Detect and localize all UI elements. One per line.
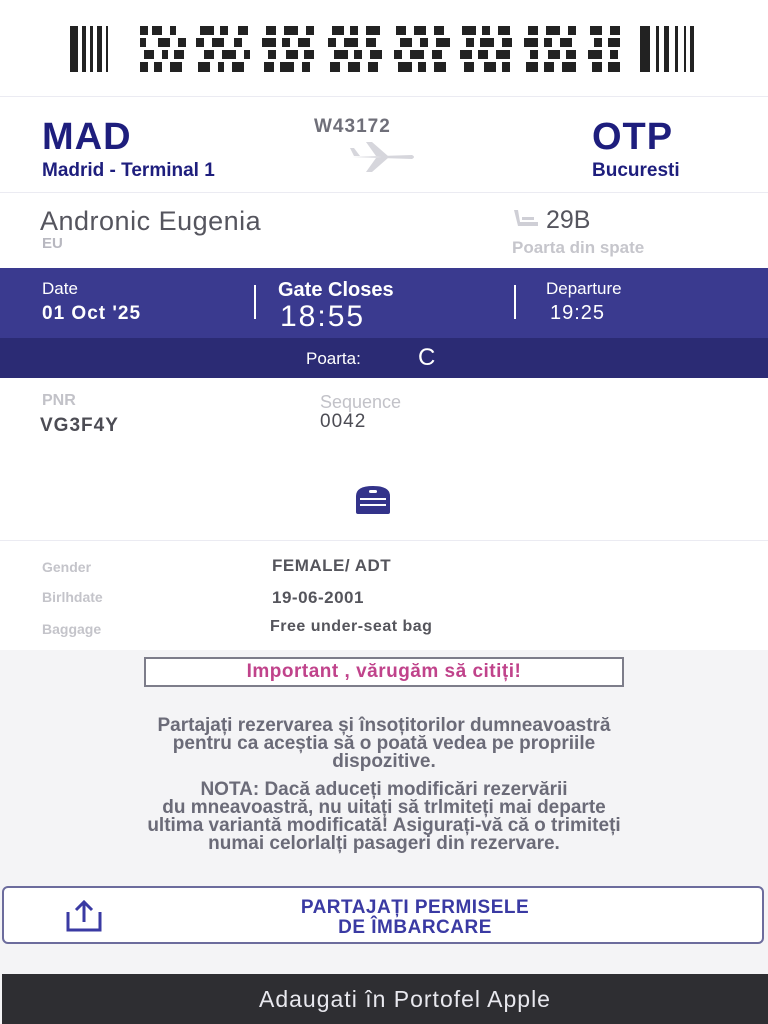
seat-icon <box>512 208 542 235</box>
sequence-value: 0042 <box>320 411 367 432</box>
sequence-label: Sequence <box>320 392 402 412</box>
divider <box>0 96 768 97</box>
paragraph-line: du mneavoastră, nu uitați să trlmiteți mai departe <box>162 797 606 818</box>
date-label: Date <box>42 279 78 298</box>
date-value: 01 Oct '25 <box>42 303 142 324</box>
passenger-name: Andronic Eugenia <box>40 206 262 236</box>
origin-city: Madrid - Terminal 1 <box>42 160 215 181</box>
share-button-label[interactable] <box>200 898 630 938</box>
pnr-label: PNR <box>42 392 76 409</box>
pnr-value: VG3F4Y <box>40 415 119 436</box>
share-label-line1[interactable]: PARTAJAȚI PERMISELE <box>300 897 530 918</box>
paragraph-line: pentru ca aceștia să o poată vedea pe propriile <box>172 733 596 754</box>
divider <box>0 540 768 541</box>
paragraph-line: ultima variantă modificată! Asigurați-vă că o trimiteți <box>147 815 621 836</box>
gender-label: Gender <box>42 559 92 575</box>
gate-band <box>0 338 768 378</box>
note-paragraph <box>14 781 754 853</box>
flight-number: W43172 <box>314 116 391 137</box>
birthdate-label: Birlhdate <box>42 589 103 605</box>
passenger-nationality: EU <box>42 235 63 252</box>
paragraph-line: Partajați rezervarea și însoțitorilor dumneavoastră <box>157 715 611 736</box>
wallet-button-label[interactable]: Adaugati în Portofel Apple <box>259 985 551 1012</box>
divider <box>514 285 516 319</box>
gate-closes-value: 18:55 <box>280 300 366 333</box>
add-to-apple-wallet-button[interactable] <box>2 974 768 1024</box>
paragraph-line: NOTA: Dacă aduceți modificări rezervării <box>200 779 568 800</box>
divider <box>0 192 768 193</box>
share-label-line2[interactable]: DE ÎMBARCARE <box>338 917 492 938</box>
destination-code: OTP <box>592 116 674 158</box>
gate-closes-label: Gate Closes <box>278 279 394 301</box>
departure-label: Departure <box>546 279 622 298</box>
seat-label: Poarta din spate <box>512 238 645 257</box>
gate-label: Poarta: <box>306 349 361 368</box>
seat-number: 29B <box>546 206 591 234</box>
gender-value: FEMALE/ ADT <box>272 556 392 575</box>
share-icon <box>62 900 106 939</box>
baggage-label: Baggage <box>42 621 102 637</box>
destination-city: Bucuresti <box>592 160 680 181</box>
origin-code: MAD <box>42 116 132 158</box>
paragraph-line: numai celorlalți pasageri din rezervare. <box>208 833 560 854</box>
departure-value: 19:25 <box>550 302 606 324</box>
divider <box>254 285 256 319</box>
barcode-image <box>70 26 698 72</box>
important-notice: Important , vărugăm să citiți! <box>144 657 624 687</box>
birthdate-value: 19-06-2001 <box>272 588 364 607</box>
bag-icon <box>350 482 396 521</box>
paragraph-line: dispozitive. <box>332 751 436 772</box>
plane-icon <box>350 140 416 179</box>
gate-value: C <box>418 344 436 371</box>
share-info-paragraph <box>14 717 754 771</box>
baggage-value: Free under-seat bag <box>270 618 433 635</box>
